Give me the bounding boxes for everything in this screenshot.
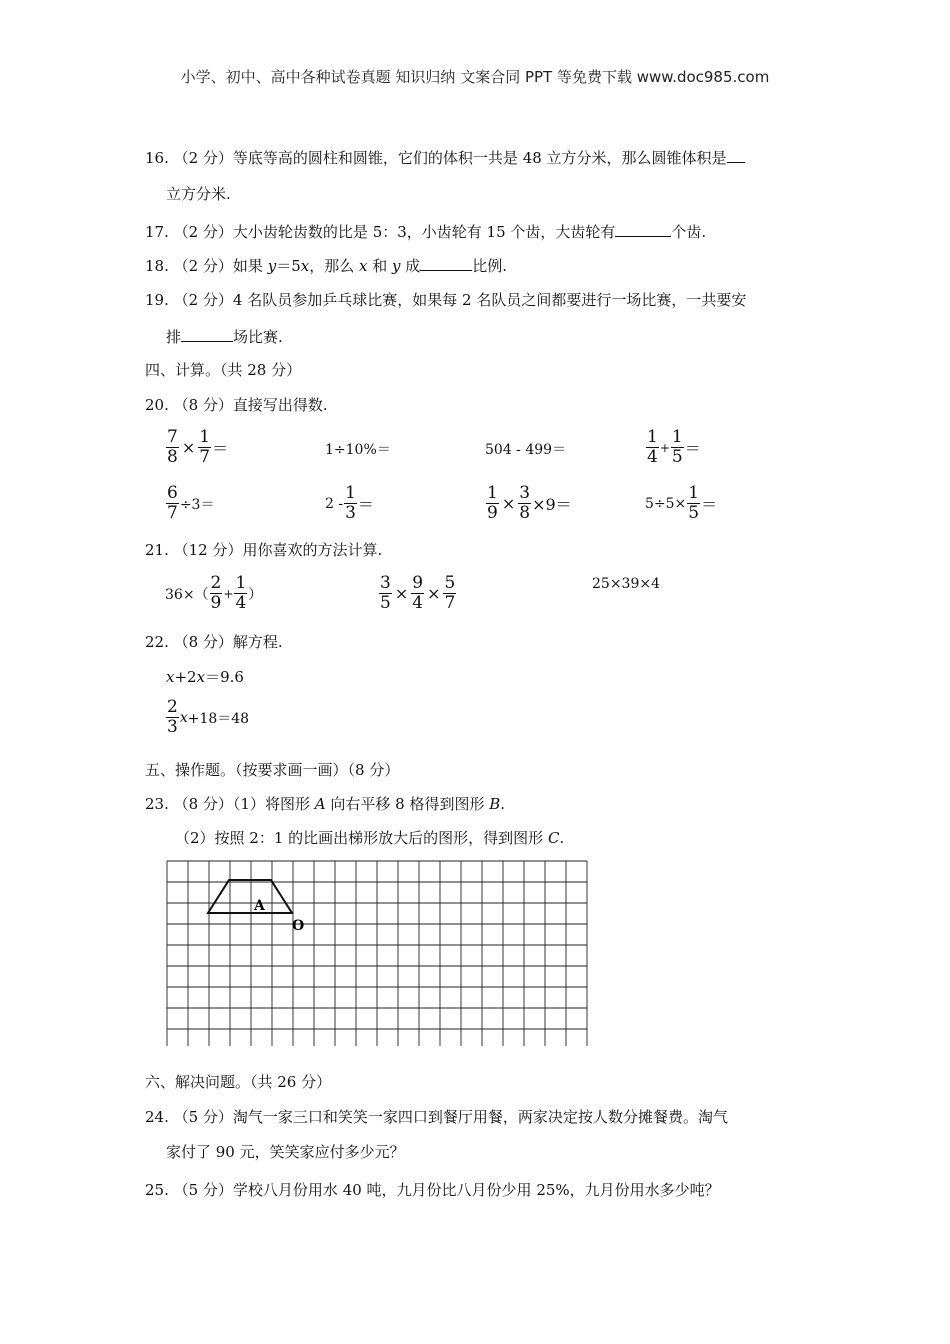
operator: × [181,438,196,457]
q20-expr-3 [485,428,566,470]
fraction: $\frac{5}{7}$ [444,573,456,613]
operator: × [427,584,441,603]
question-24-line2: 家付了 90 元，笑笑家应付多少元？ [166,1143,405,1161]
q18-part: 成 [400,257,421,275]
question-20-title: 20. （8 分）直接写出得数. [145,396,328,414]
shape-a-ref: A [314,795,326,813]
question-24-line1: 24. （5 分）淘气一家三口和笑笑一家四口到餐厅用餐，两家决定按人数分摊餐费。淘气 [145,1108,728,1126]
fraction: $\frac{2}{3}$ [167,697,178,737]
fraction: $\frac{9}{4}$ [412,573,424,613]
expr-text: 2 - [325,495,344,512]
question-17-post: 个齿. [671,223,707,241]
q19-post: 场比赛. [233,328,283,346]
question-21-title: 21. （12 分）用你喜欢的方法计算. [145,541,383,559]
q20-expr-4 [645,428,701,467]
operator: × [501,494,516,513]
fraction: $\frac{1}{9}$ [487,483,498,523]
question-23-line2 [175,828,564,848]
q22-equation-2 [165,698,249,737]
q23-text: . [500,795,506,813]
operator: + [223,586,234,601]
question-19: 19. （2 分）4 名队员参加乒乓球比赛，如果每 2 名队员之间都要进行一场比赛，一共要安 [145,291,747,309]
label-a: A [254,898,265,914]
q23-text: （2）按照 2：1 的比画出梯形放大后的图形，得到图形 [175,829,548,847]
q20-expr-2 [325,428,391,470]
equals: ＝ [357,495,374,514]
label-o: O [292,918,305,934]
equals: ＝ [684,439,701,458]
equals: ＝ [701,495,718,514]
shape-b-ref: B [489,795,501,813]
q20-expr-5 [165,484,214,523]
fraction: $\frac{1}{4}$ [235,573,247,613]
eq-part: +18＝48 [187,710,250,727]
fraction: $\frac{1}{5}$ [671,427,683,467]
q18-part: ＝5 [276,257,301,275]
section-4-title: 四、计算。（共 28 分） [145,361,302,379]
q18-part: ，那么 [309,257,359,275]
drawing-grid[interactable] [166,860,590,1050]
q23-text: 23. （8 分）（1）将图形 [145,795,315,813]
fraction: $\frac{1}{4}$ [647,427,658,467]
operator: + [659,440,670,455]
answer-blank-18[interactable] [420,255,472,271]
q21-expr-3 [592,574,660,594]
fraction: $\frac{6}{7}$ [167,483,178,523]
fraction: $\frac{7}{8}$ [167,427,178,467]
expr-text: 36×（ [165,586,209,603]
grid-svg[interactable] [166,860,590,1046]
q20-expr-6 [325,484,374,523]
q21-expr-2 [378,574,457,613]
eq-part: +2 [174,668,197,686]
question-18 [145,255,507,276]
expr-text: ×9＝ [532,495,572,514]
q18-post: 比例. [472,257,508,275]
var-x: x [179,709,188,726]
q19-pre: 排 [166,328,182,346]
answer-blank-19[interactable] [181,326,233,342]
expr-text: 1÷10%＝ [325,442,391,458]
fraction: $\frac{1}{5}$ [688,483,700,523]
question-25: 25. （5 分）学校八月份用水 40 吨，九月份比八月份少用 25%，九月份用水多少吨？ [145,1181,720,1199]
question-16 [145,147,745,168]
grid-lines [167,861,587,1046]
var-x: x [166,668,175,686]
question-17 [145,221,706,242]
expr-text: ） [248,586,263,603]
q18-part: 和 [367,257,393,275]
expr-text: 5÷5× [645,495,687,512]
expr-text: ÷3＝ [179,496,215,513]
q18-part: 18. （2 分）如果 [145,257,268,275]
page-header: 小学、初中、高中各种试卷真题 知识归纳 文案合同 PPT 等免费下载 www.doc985.com [180,68,770,86]
section-5-title: 五、操作题。（按要求画一画）（8 分） [145,761,400,779]
fraction: $\frac{1}{7}$ [199,427,211,467]
fraction: $\frac{3}{5}$ [380,573,391,613]
question-19-line2 [166,326,283,347]
section-6-title: 六、解决问题。（共 26 分） [145,1073,332,1091]
var-y: y [267,257,277,275]
q20-expr-1 [165,428,228,467]
var-y: y [392,257,401,275]
q21-expr-1 [165,574,262,613]
eq-part: ＝9.6 [205,668,244,686]
fraction: $\frac{3}{8}$ [519,483,531,523]
fraction: $\frac{1}{3}$ [345,483,356,523]
expr-text: 25×39×4 [592,576,660,592]
q20-expr-7 [485,484,572,523]
shape-c-ref: C [547,829,560,847]
q23-text: . [559,829,565,847]
answer-blank-16[interactable] [727,147,745,163]
expr-text: 504 - 499＝ [485,442,567,458]
question-17-text: 17. （2 分）大小齿轮齿数的比是 5：3，小齿轮有 15 个齿，大齿轮有 [145,223,616,241]
question-22-title: 22. （8 分）解方程. [145,633,283,651]
var-x: x [196,668,206,686]
fraction: $\frac{2}{9}$ [210,573,222,613]
q22-equation-1 [166,667,244,687]
q20-expr-8 [645,484,717,523]
equals: ＝ [212,439,229,458]
question-16-text: 16. （2 分）等底等高的圆柱和圆锥，它们的体积一共是 48 立方分米，那么圆锥体积是 [145,149,727,167]
question-16-line2: 立方分米. [166,185,231,203]
operator: × [394,584,409,603]
q23-text: 向右平移 8 格得到图形 [325,795,490,813]
var-x: x [300,257,310,275]
answer-blank-17[interactable] [615,221,671,237]
trapezoid-a [208,880,292,913]
var-x: x [359,257,368,275]
question-23-line1 [145,794,505,814]
